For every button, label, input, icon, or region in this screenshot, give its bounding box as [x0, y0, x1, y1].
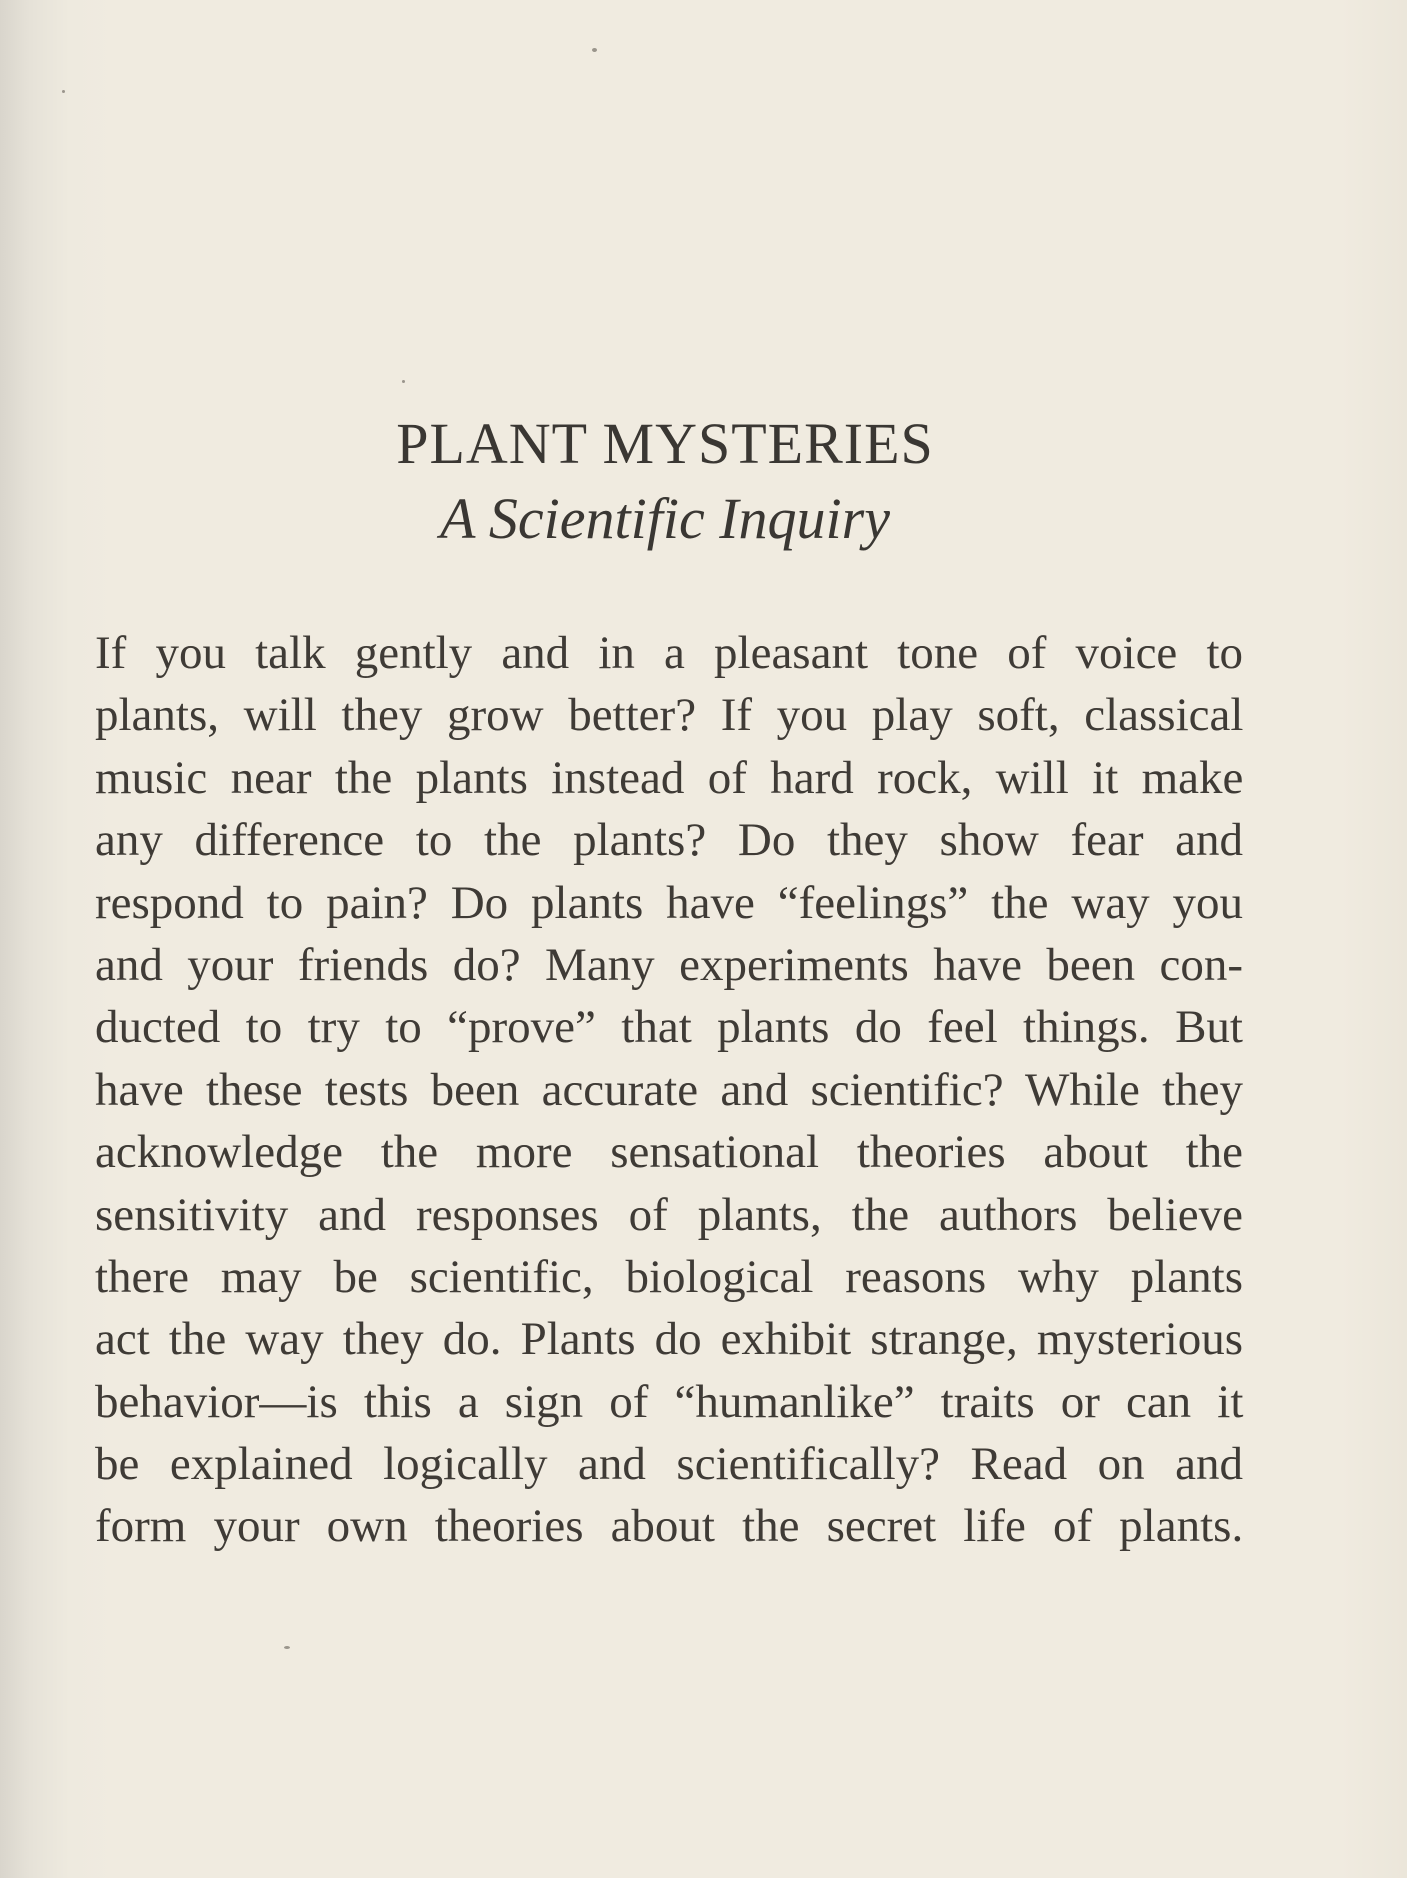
book-subtitle: A Scientific Inquiry	[440, 486, 890, 551]
blurb-line: there may be scientific, biological reasons why plants	[95, 1250, 1243, 1303]
blurb-line: music near the plants instead of hard rock, will it make	[95, 751, 1244, 804]
blurb-line: acknowledge the more sensational theories about the	[95, 1126, 1243, 1179]
book-title: PLANT MYSTERIES	[396, 411, 934, 476]
blurb-line: form your own theories about the secret life of plants.	[95, 1500, 1244, 1553]
blurb-paragraph	[95, 622, 1243, 1558]
blurb-line: sensitivity and responses of plants, the authors believe	[95, 1188, 1243, 1241]
blurb-line: be explained logically and scientifically? Read on and	[95, 1438, 1243, 1491]
blurb-line: have these tests been accurate and scientific? While they	[95, 1063, 1243, 1116]
blurb-line: plants, will they grow better? If you play soft, classical	[95, 689, 1244, 742]
blurb-line: and your friends do? Many experiments have been con-	[95, 938, 1243, 991]
paper-speck	[62, 90, 65, 93]
blurb-line: If you talk gently and in a pleasant tone of voice to	[95, 627, 1243, 679]
paper-speck	[284, 1646, 290, 1649]
paper-speck	[402, 380, 405, 383]
blurb-line: respond to pain? Do plants have “feelings” the way you	[95, 876, 1244, 929]
blurb-line: behavior—is this a sign of “humanlike” traits or can it	[95, 1375, 1244, 1428]
blurb-line: any difference to the plants? Do they show fear and	[95, 814, 1243, 867]
blurb-line: act the way they do. Plants do exhibit strange, mysterious	[95, 1313, 1244, 1366]
blurb-line: ducted to try to “prove” that plants do feel things. But	[95, 1001, 1243, 1054]
paper-speck	[592, 48, 597, 52]
